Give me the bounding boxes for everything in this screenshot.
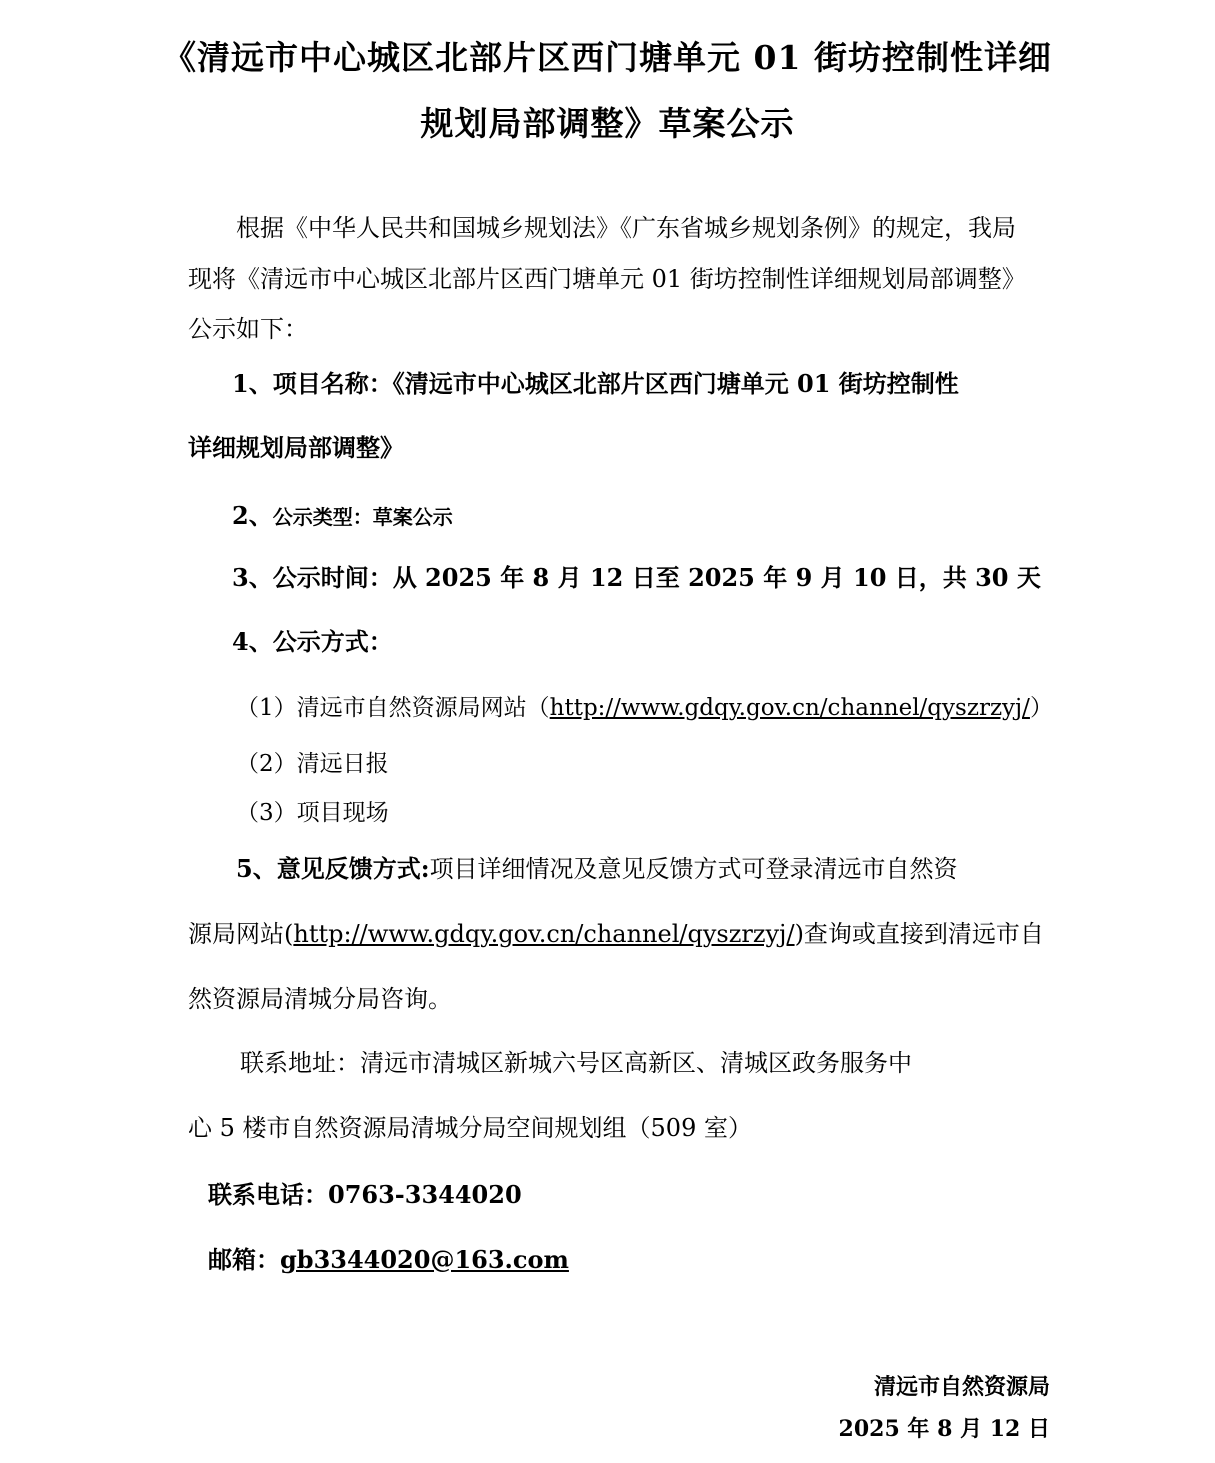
item-5-feedback-line-3: 然资源局清城分局咨询。 [188,985,452,1013]
intro-paragraph-line-2: 现将《清远市中心城区北部片区西门塘单元 01 街坊控制性详细规划局部调整》 [188,265,1026,293]
email-label: 邮箱： [208,1245,280,1274]
contact-phone: 联系电话：0763-3344020 [208,1180,522,1209]
contact-email-row [208,1240,569,1275]
item-2-label: 2、 [232,501,273,530]
contact-address-line-1: 联系地址：清远市清城区新城六号区高新区、清城区政务服务中 [240,1049,912,1077]
item-5-feedback-line-1 [236,849,958,884]
method-1-prefix: （1）清远市自然资源局网站（ [236,695,550,721]
item-2-text: 公示类型：草案公示 [272,505,453,529]
item-3-notice-period: 3、公示时间：从 2025 年 8 月 12 日至 2025 年 9 月 10 日，共 30 天 [232,563,1041,592]
item-4-method-2: （2）清远日报 [236,751,389,777]
item-2-notice-type [232,496,453,531]
item-5-line-2-suffix: )查询或直接到清远市自 [794,920,1044,948]
item-4-method-1 [236,689,1053,722]
signature-date: 2025 年 8 月 12 日 [838,1416,1050,1442]
item-4-method-3: （3）项目现场 [236,800,389,826]
document-title-line-2: 规划局部调整》草案公示 [420,104,795,143]
item-4-notice-methods: 4、公示方式： [232,627,393,656]
email-link[interactable]: gb3344020@163.com [280,1245,569,1274]
feedback-website-link[interactable]: http://www.gdqy.gov.cn/channel/qyszrzyj/ [293,920,795,948]
intro-paragraph-line-3: 公示如下： [188,315,308,343]
item-5-label: 5、意见反馈方式: [236,854,430,883]
item-1-project-name-line-1: 1、项目名称：《清远市中心城区北部片区西门塘单元 01 街坊控制性 [232,369,959,398]
document-title-line-1: 《清远市中心城区北部片区西门塘单元 01 街坊控制性详细 [163,38,1052,77]
bureau-website-link[interactable]: http://www.gdqy.gov.cn/channel/qyszrzyj/ [549,695,1030,721]
signature-organization: 清远市自然资源局 [873,1374,1050,1400]
item-5-feedback-line-2 [188,914,1044,949]
method-1-suffix: ） [1029,695,1053,721]
item-5-text: 项目详细情况及意见反馈方式可登录清远市自然资 [429,855,958,883]
item-1-project-name-line-2: 详细规划局部调整》 [188,433,404,462]
item-5-line-2-prefix: 源局网站( [188,920,294,948]
intro-paragraph-line-1: 根据《中华人民共和国城乡规划法》《广东省城乡规划条例》的规定，我局 [236,214,1016,242]
contact-address-line-2: 心 5 楼市自然资源局清城分局空间规划组（509 室） [188,1114,752,1142]
